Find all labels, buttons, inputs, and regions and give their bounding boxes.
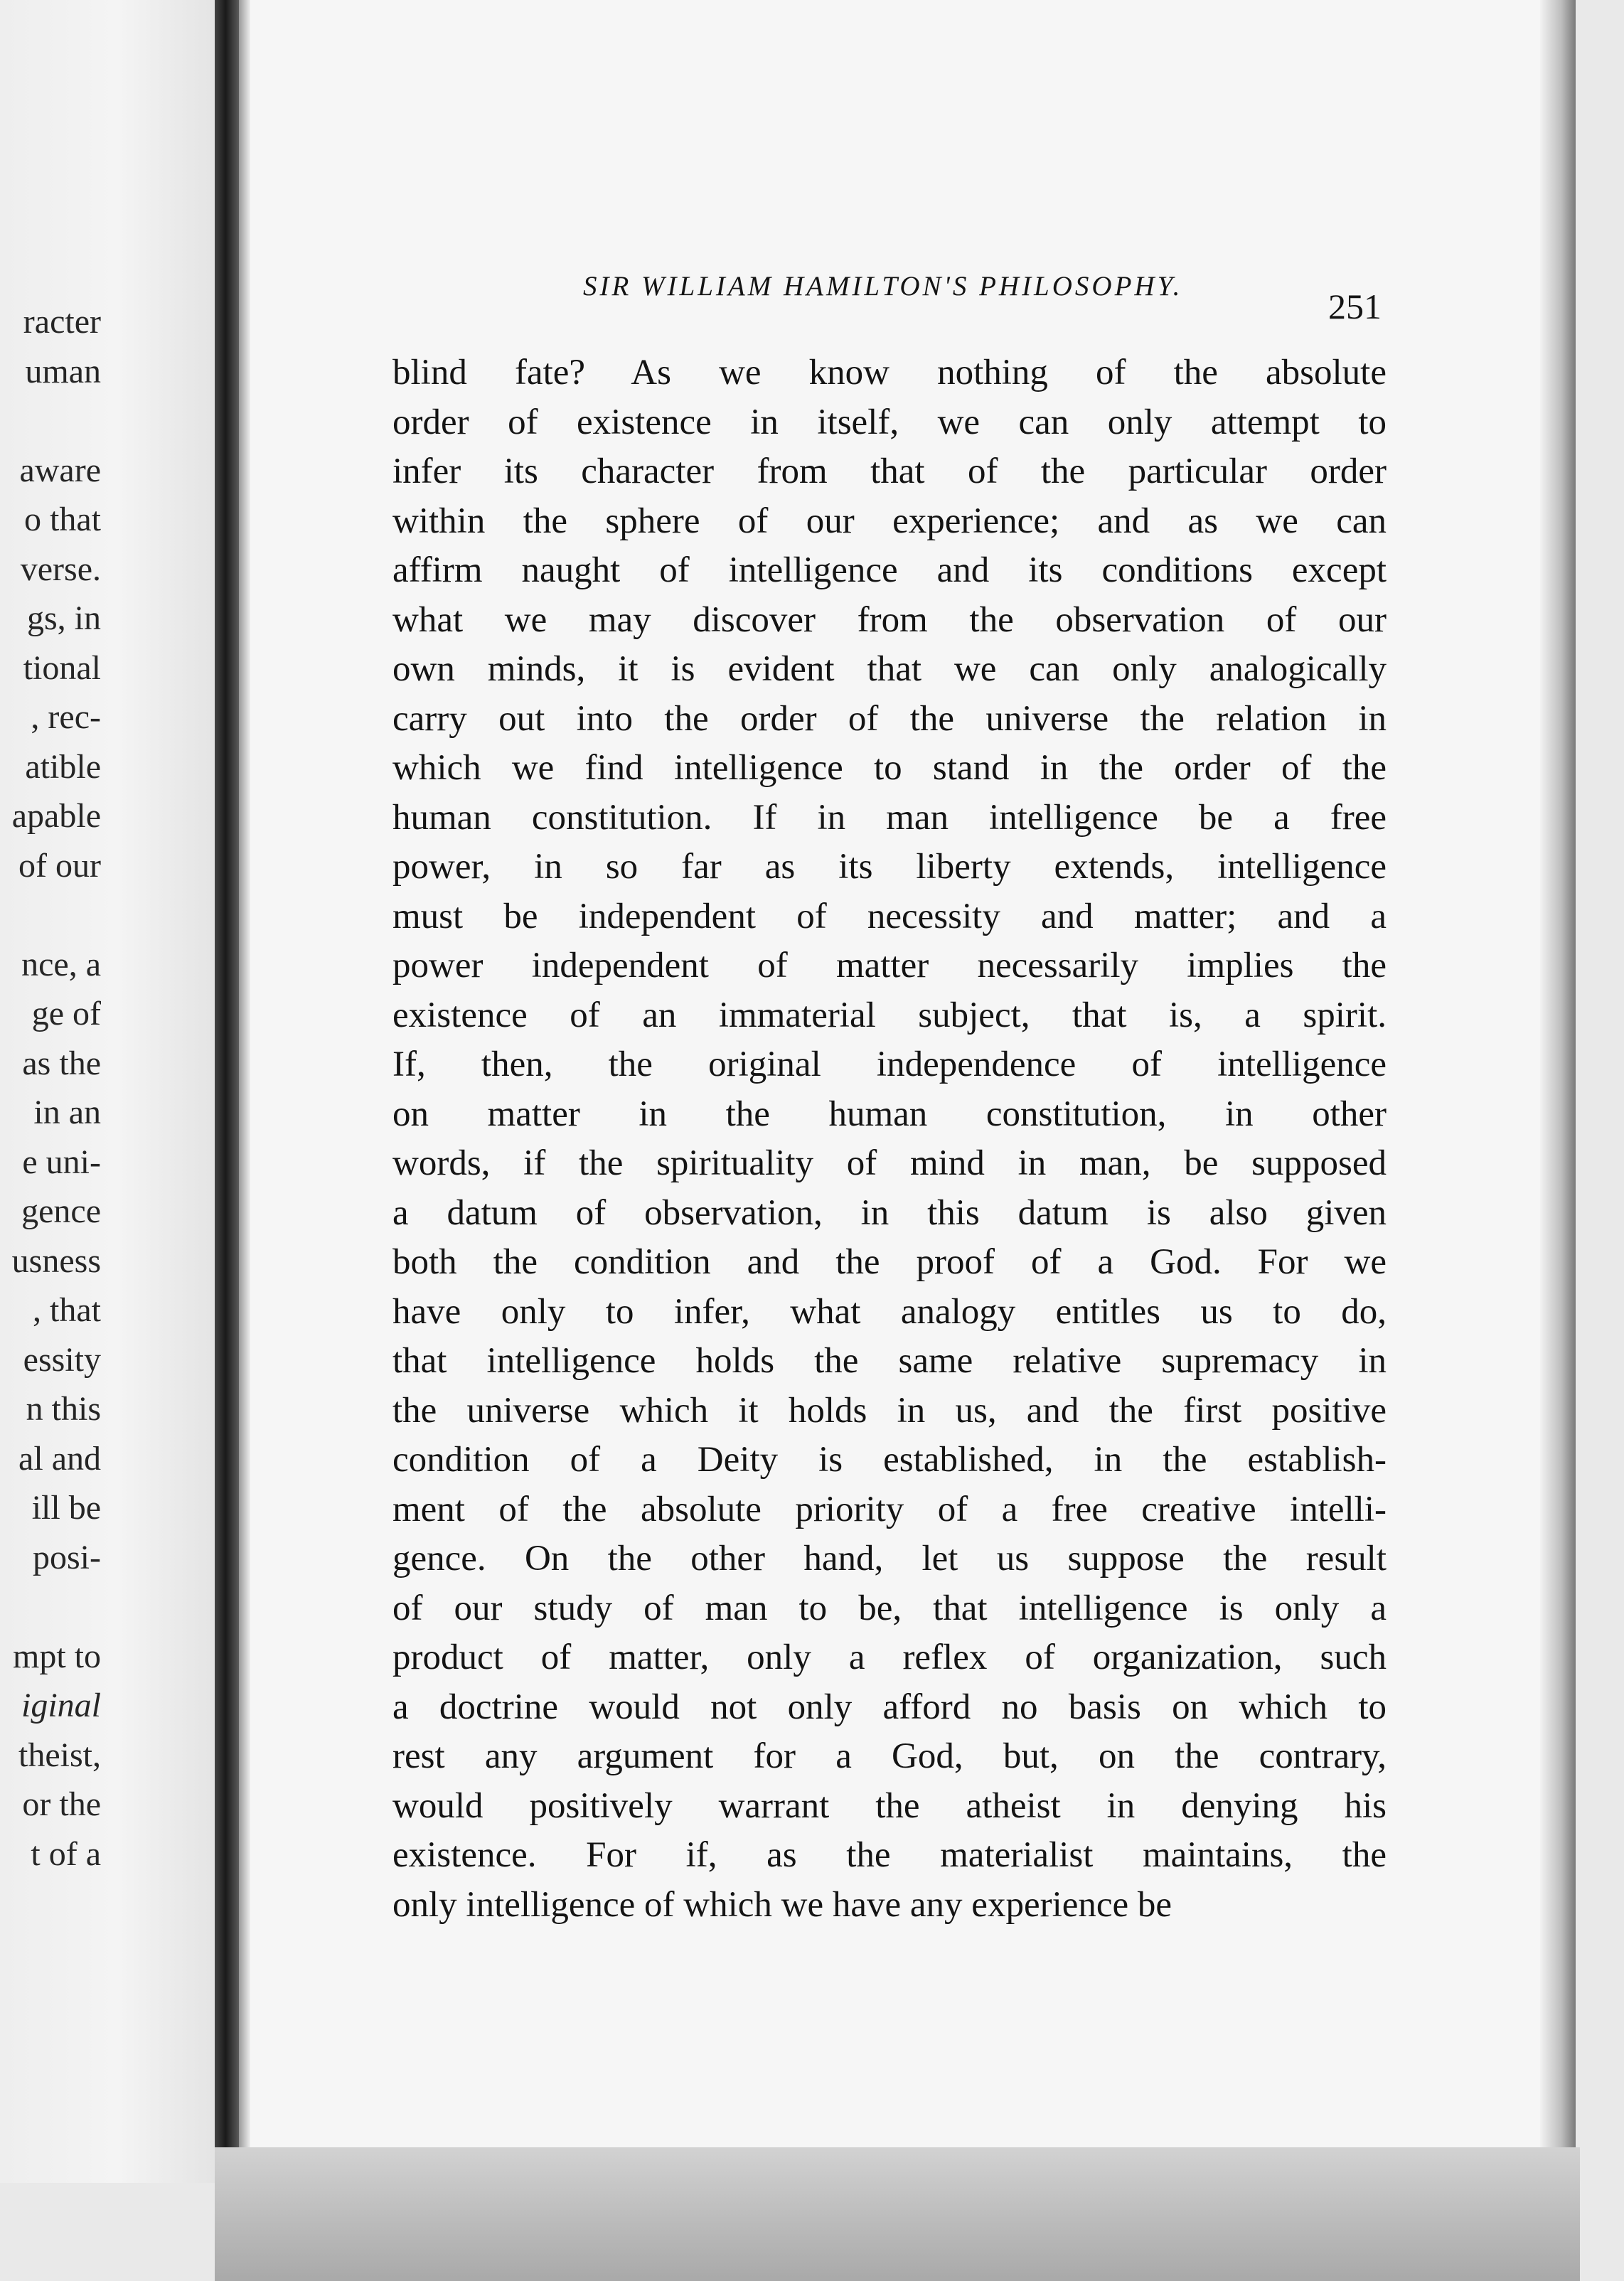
previous-page-line	[0, 1582, 101, 1632]
text-line: power independent of matter necessarily implies the	[392, 946, 1387, 985]
previous-page-line: ill be	[31, 1489, 101, 1527]
page-bottom-shadow	[215, 2147, 1580, 2281]
previous-page	[0, 0, 215, 2183]
text-line: ment of the absolute priority of a free creative intelli-	[392, 1489, 1387, 1529]
text-line: words, if the spirituality of mind in man, be supposed	[392, 1143, 1387, 1183]
previous-page-line	[0, 396, 101, 446]
text-line: of our study of man to be, that intelligence is only a	[392, 1588, 1387, 1628]
previous-page-line: tional	[23, 648, 101, 687]
previous-page-line: or the	[22, 1785, 101, 1823]
previous-page-line: gence	[21, 1192, 101, 1230]
previous-page-line	[0, 890, 101, 940]
previous-page-line: usness	[11, 1241, 101, 1280]
text-line: what we may discover from the observation of our	[392, 599, 1387, 640]
text-line: rest any argument for a God, but, on the contrary,	[392, 1736, 1387, 1776]
previous-page-line: iginal	[21, 1687, 101, 1724]
text-line: existence of an immaterial subject, that is, a spirit.	[392, 995, 1387, 1035]
previous-page-line: aware	[19, 451, 101, 489]
previous-page-line: of our	[18, 846, 101, 885]
previous-page-line: mpt to	[12, 1637, 101, 1675]
text-line: have only to infer, what analogy entitles us to do,	[392, 1291, 1387, 1332]
previous-page-line: t of a	[31, 1834, 101, 1873]
text-line: product of matter, only a reflex of organization, such	[392, 1638, 1387, 1677]
text-line: affirm naught of intelligence and its conditions except	[392, 550, 1387, 590]
text-line: the universe which it holds in us, and the first positive	[392, 1390, 1387, 1431]
previous-page-line: n this	[26, 1390, 101, 1428]
previous-page-line: as the	[22, 1044, 101, 1082]
text-line: that intelligence holds the same relative supremacy in	[392, 1341, 1387, 1381]
text-line: only intelligence of which we have any experience be	[392, 1884, 1172, 1925]
text-line: gence. On the other hand, let us suppose the result	[392, 1539, 1387, 1578]
text-line: own minds, it is evident that we can only analogically	[392, 649, 1387, 689]
text-line: which we find intelligence to stand in the order of the	[392, 748, 1387, 788]
previous-page-line: nce, a	[21, 945, 101, 983]
previous-page-line: ge of	[31, 995, 101, 1032]
book-gutter	[215, 0, 239, 2183]
previous-page-line: gs, in	[26, 599, 101, 637]
text-line: within the sphere of our experience; and as we can	[392, 501, 1387, 541]
previous-page-line: e uni-	[22, 1143, 101, 1181]
text-line: would positively warrant the atheist in denying his	[392, 1785, 1387, 1826]
running-head: SIR WILLIAM HAMILTON'S PHILOSOPHY.	[583, 271, 1183, 301]
text-line: must be independent of necessity and matter; and a	[392, 896, 1387, 936]
previous-page-line: al and	[18, 1439, 101, 1478]
previous-page-line: uman	[25, 352, 101, 390]
text-line: If, then, the original independence of intelligence	[392, 1045, 1387, 1084]
previous-page-line: , that	[33, 1291, 101, 1329]
previous-page-line: posi-	[33, 1538, 101, 1576]
text-line: a datum of observation, in this datum is also given	[392, 1192, 1387, 1233]
previous-page-line: verse.	[20, 550, 101, 588]
text-line: carry out into the order of the universe the relation in	[392, 698, 1387, 739]
page-number: 251	[1328, 287, 1382, 326]
text-line: both the condition and the proof of a God. For we	[392, 1242, 1387, 1282]
previous-page-text	[0, 297, 101, 1879]
text-line: human constitution. If in man intelligence be a free	[392, 797, 1387, 838]
page-edge	[1540, 0, 1576, 2169]
text-line: power, in so far as its liberty extends, intelligence	[392, 847, 1387, 887]
text-line: blind fate? As we know nothing of the absolute	[392, 353, 1387, 392]
gutter-shadow	[239, 0, 250, 2183]
body-text	[392, 348, 1387, 1930]
previous-page-line: , rec-	[31, 698, 101, 736]
text-line: a doctrine would not only afford no basis on which to	[392, 1687, 1387, 1727]
previous-page-line: atible	[25, 747, 101, 786]
text-line: existence. For if, as the materialist maintains, the	[392, 1835, 1387, 1875]
previous-page-line: essity	[23, 1340, 101, 1379]
text-line: on matter in the human constitution, in other	[392, 1094, 1387, 1134]
text-line: condition of a Deity is established, in the establish-	[392, 1440, 1387, 1480]
previous-page-line: apable	[11, 797, 101, 835]
previous-page-line: theist,	[18, 1736, 101, 1774]
previous-page-line: in an	[33, 1094, 101, 1131]
previous-page-line: racter	[23, 303, 101, 341]
text-line: infer its character from that of the particular order	[392, 452, 1387, 491]
text-line: order of existence in itself, we can only attempt to	[392, 402, 1387, 442]
previous-page-line: o that	[24, 501, 101, 538]
